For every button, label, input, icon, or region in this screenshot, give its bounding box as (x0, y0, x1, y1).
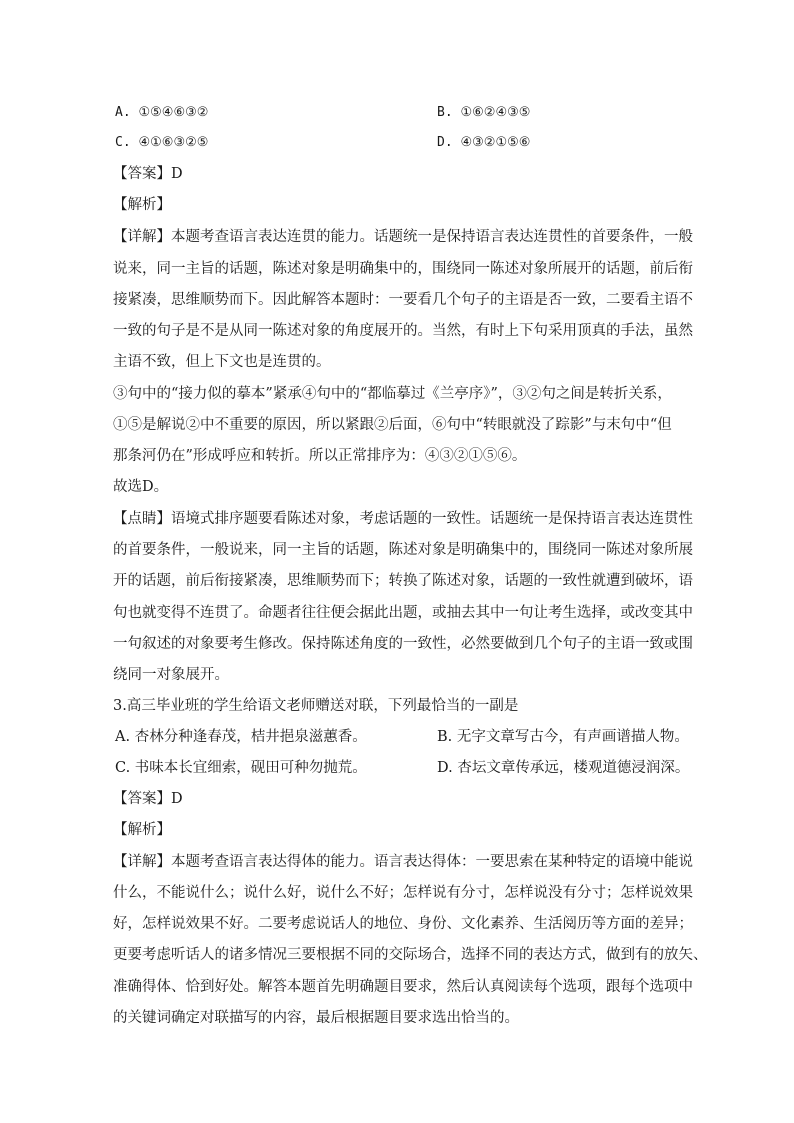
q2-detail-line: 接紧凑，思维顺势而下。因此解答本题时：一要看几个句子的主语是否一致，二要看主语不 (113, 292, 693, 308)
q2-detail-line: ①⑤是解说②中不重要的原因，所以紧跟②后面，⑥句中“转眼就没了踪影”与末句中“但 (113, 417, 672, 433)
q2-detail-line: 说来，同一主旨的话题，陈述对象是明确集中的，围绕同一陈述对象所展开的话题，前后衔 (113, 261, 693, 277)
q3-detail-line: 的关键词确定对联描写的内容，最后根据题目要求选出恰当的。 (113, 1010, 519, 1026)
q2-answer: 【答案】D (113, 166, 183, 182)
q2-point-line: 的首要条件，一般说来，同一主旨的话题，陈述对象是明确集中的，围绕同一陈述对象所展 (113, 542, 693, 558)
q3-detail-line: 什么，不能说什么；说什么好，说什么不好；怎样说有分寸，怎样说没有分寸；怎样说效果 (113, 885, 693, 901)
q2-option-b: B. ①⑥②④③⑤ (437, 105, 531, 120)
q2-option-a: A. ①⑤④⑥③② (115, 105, 209, 120)
q3-detail-line: 好，怎样说效果不好。二要考虑说话人的地位、身份、文化素养、生活阅历等方面的差异； (113, 916, 693, 932)
q3-answer: 【答案】D (113, 791, 183, 807)
q2-detail-line: 那条河仍在”形成呼应和转折。所以正常排序为：④③②①⑤⑥。 (113, 448, 527, 464)
q2-detail-line: 一致的句子是不是从同一陈述对象的角度展开的。当然，有时上下句采用顶真的手法，虽然 (113, 323, 693, 339)
q3-analysis-heading: 【解析】 (113, 822, 171, 838)
q2-point-line: 【点睛】语境式排序题要看陈述对象，考虑话题的一致性。话题统一是保持语言表达连贯性 (113, 511, 693, 527)
q2-conclusion: 故选D。 (113, 479, 169, 495)
q2-point-line: 开的话题，前后衔接紧凑，思维顺势而下；转换了陈述对象，话题的一致性就遭到破坏，语 (113, 573, 693, 589)
q3-stem: 3.高三毕业班的学生给语文老师赠送对联，下列最恰当的一副是 (113, 698, 519, 714)
q3-option-c: C. 书味本长宜细索，砚田可种勿抛荒。 (115, 760, 367, 776)
q3-detail-line: 【详解】本题考查语言表达得体的能力。语言表达得体：一要思索在某种特定的语境中能说 (113, 854, 693, 870)
q2-option-c: C. ④①⑥③②⑤ (115, 135, 209, 150)
q2-point-line: 绕同一对象展开。 (113, 667, 229, 683)
q2-point-line: 一句叙述的对象要考生修改。保持陈述角度的一致性，必然要做到几个句子的主语一致或围 (113, 636, 693, 652)
q3-detail-line: 准确得体、恰到好处。解答本题首先明确题目要求，然后认真阅读每个选项，跟每个选项中 (113, 979, 693, 995)
q2-option-d: D. ④③②①⑤⑥ (437, 135, 531, 150)
q2-point-line: 句也就变得不连贯了。命题者往往便会据此出题，或抽去其中一句让考生选择，或改变其中 (113, 605, 693, 621)
q2-detail-line: 主语不致，但上下文也是连贯的。 (113, 354, 331, 370)
q3-option-b: B. 无字文章写古今，有声画谱描人物。 (437, 729, 689, 745)
q3-detail-line: 更要考虑听话人的诸多情况三要根据不同的交际场合，选择不同的表达方式，做到有的放矢、 (113, 947, 708, 963)
q2-detail-line: ③句中的“接力似的摹本”紧承④句中的“都临摹过《兰亭序》”，③②句之间是转折关系， (113, 386, 672, 402)
q2-analysis-heading: 【解析】 (113, 197, 171, 213)
q2-detail-line: 【详解】本题考查语言表达连贯的能力。话题统一是保持语言表达连贯性的首要条件，一般 (113, 229, 693, 245)
q3-option-a: A. 杏林分种逢春茂，桔井挹泉滋蕙香。 (115, 729, 367, 745)
q3-option-d: D. 杏坛文章传承远，楼观道德浸润深。 (437, 760, 690, 776)
